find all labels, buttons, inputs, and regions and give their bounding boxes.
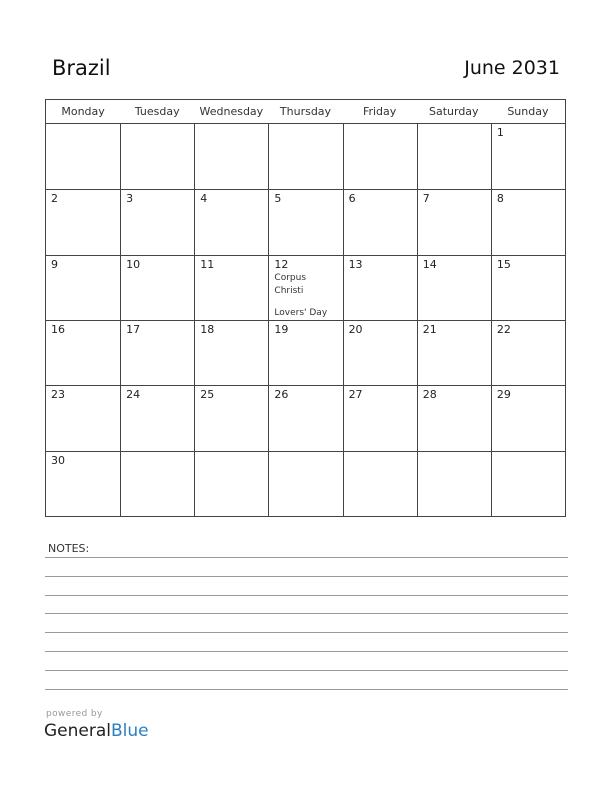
day-cell [120, 124, 194, 189]
day-number: 13 [348, 257, 363, 271]
day-number: 3 [126, 192, 134, 206]
day-cell [491, 189, 565, 254]
day-cell [194, 124, 268, 189]
day-cell [194, 451, 268, 516]
day-cell [491, 385, 565, 450]
day-cell [194, 255, 268, 320]
day-cell [417, 320, 491, 385]
day-number: 1 [496, 126, 504, 139]
day-number: 12 [274, 257, 289, 271]
day-number: 21 [422, 323, 437, 336]
notes-line [45, 670, 568, 671]
day-number: 5 [274, 192, 282, 206]
weekday-header: Saturday [417, 100, 491, 124]
powered-by-text: powered by [46, 709, 103, 719]
notes-line [45, 595, 568, 596]
day-cell [194, 189, 268, 254]
day-cell [417, 124, 491, 189]
day-cell [268, 385, 342, 450]
notes-line [45, 557, 568, 558]
day-cell [268, 255, 342, 320]
brand-blue: Blue [111, 721, 149, 741]
weekday-header: Sunday [491, 100, 565, 124]
day-number: 26 [274, 388, 289, 402]
day-cell [491, 124, 565, 189]
brand-general: General [44, 721, 111, 741]
day-cell [268, 320, 342, 385]
calendar-grid [45, 99, 566, 517]
weekday-header: Tuesday [120, 100, 194, 124]
day-cell [417, 385, 491, 450]
day-cell [46, 320, 120, 385]
day-number: 4 [200, 192, 208, 206]
weekday-header: Monday [46, 100, 120, 124]
notes-line [45, 689, 568, 690]
day-cell [491, 451, 565, 516]
day-number: 22 [496, 323, 511, 336]
day-cell [120, 451, 194, 516]
day-number: 15 [496, 257, 511, 271]
month-year-title: June 2031 [464, 57, 560, 79]
day-number: 17 [126, 323, 141, 336]
notes-label: NOTES: [48, 542, 90, 555]
day-cell [120, 189, 194, 254]
holiday-event: Corpus Christi [274, 272, 307, 296]
day-cell [417, 451, 491, 516]
day-cell [491, 255, 565, 320]
day-cell [46, 451, 120, 516]
day-number: 11 [200, 257, 215, 271]
day-number: 7 [422, 192, 430, 206]
day-number: 24 [126, 388, 141, 402]
day-cell [343, 385, 417, 450]
day-cell [46, 255, 120, 320]
generalblue-logo [44, 721, 149, 741]
weekday-header: Friday [343, 100, 417, 124]
day-cell [194, 320, 268, 385]
day-number: 9 [51, 257, 58, 271]
day-number: 18 [200, 323, 215, 336]
notes-line [45, 651, 568, 652]
day-number: 10 [126, 257, 141, 271]
day-cell [120, 255, 194, 320]
day-cell [343, 320, 417, 385]
country-title: Brazil [52, 56, 111, 80]
notes-line [45, 576, 568, 577]
day-number: 30 [51, 453, 65, 467]
notes-line [45, 632, 568, 633]
weekday-header: Wednesday [194, 100, 268, 124]
day-number: 29 [496, 388, 511, 402]
day-cell [120, 385, 194, 450]
day-number: 8 [496, 192, 504, 206]
weekday-header: Thursday [268, 100, 342, 124]
day-number: 20 [348, 323, 363, 336]
day-number: 19 [274, 323, 289, 336]
notes-line [45, 613, 568, 614]
day-cell [194, 385, 268, 450]
day-cell [491, 320, 565, 385]
day-cell [120, 320, 194, 385]
day-number: 27 [348, 388, 363, 402]
day-number: 14 [422, 257, 437, 271]
day-cell [417, 189, 491, 254]
holiday-event: Lovers' Day [274, 308, 328, 318]
day-cell [343, 189, 417, 254]
day-cell [343, 124, 417, 189]
day-cell [268, 451, 342, 516]
day-cell [268, 189, 342, 254]
day-cell [343, 255, 417, 320]
day-number: 16 [51, 323, 65, 336]
day-number: 2 [51, 192, 58, 206]
day-number: 6 [348, 192, 356, 206]
day-cell [46, 124, 120, 189]
day-cell [46, 385, 120, 450]
day-number: 23 [51, 388, 65, 402]
day-cell [417, 255, 491, 320]
day-cell [46, 189, 120, 254]
day-cell [268, 124, 342, 189]
day-number: 28 [422, 388, 437, 402]
day-cell [343, 451, 417, 516]
day-number: 25 [200, 388, 215, 402]
